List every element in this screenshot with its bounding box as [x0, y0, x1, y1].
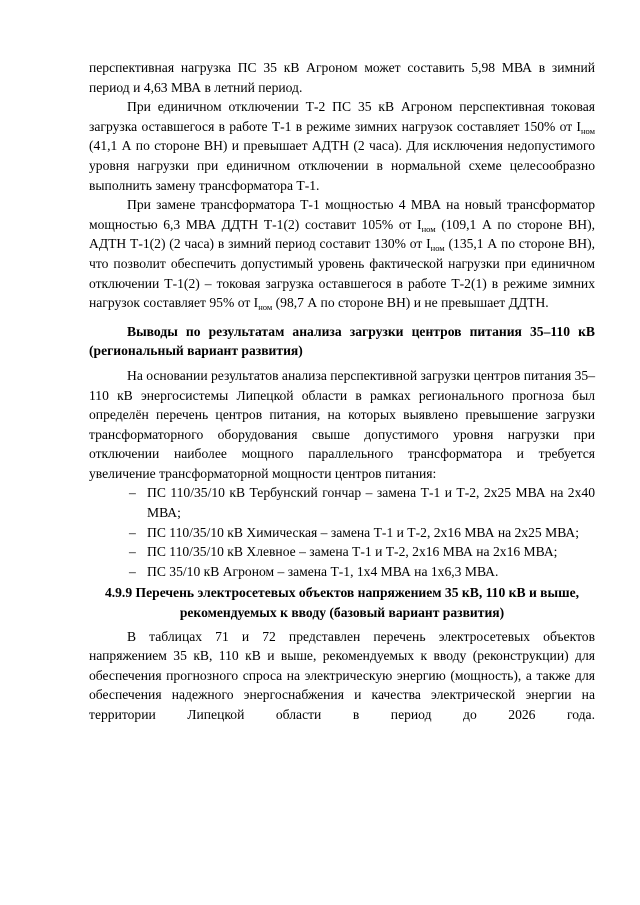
substation-list — [89, 483, 595, 581]
paragraph-t1-replacement — [89, 195, 595, 313]
subscript-nom: ном — [580, 125, 595, 136]
dash-bullet: – — [129, 544, 136, 560]
text-run: (41,1 А по стороне ВН) и превышает АДТН (2 часа). Для исключения недопустимого уровня нагрузки при единичном отключении в нормальной схеме целесообразно выполнить замену трансформатора Т-1. — [89, 138, 595, 193]
document-page — [89, 58, 595, 725]
subscript-nom: ном — [421, 223, 436, 234]
text-run: (109,1 А по стороне ВН), АДТН Т-1(2) (2 часа) в зимний период составит 130% от I — [89, 216, 595, 252]
list-item — [89, 483, 595, 522]
text-run: При единичном отключении Т-2 ПС 35 кВ Агроном перспективная токовая загрузка оставшегося в работе Т-1 в режиме зимних нагрузок составляет 150% от I — [89, 99, 595, 134]
list-item-text: ПС 110/35/10 кВ Хлевное – замена Т-1 и Т-2, 2х16 МВА на 2х16 МВА; — [147, 544, 558, 560]
section-heading-4-9-9: 4.9.9 Перечень электросетевых объектов напряжением 35 кВ, 110 кВ и выше, рекомендуемых к вводу (базовый вариант развития) — [104, 585, 580, 621]
paragraph-tables-71-72: В таблицах 71 и 72 представлен перечень электросетевых объектов напряжением 35 кВ, 110 кВ и выше, рекомендуемых к вводу (реконструкции) для обеспечения прогнозного спроса на электрическую энергию (мощность), а также для обеспечения надежного энергоснабжения и качества электрической энергии на территории Липецкой области в период до 2026 года. — [89, 628, 595, 722]
text-run: При замене трансформатора Т-1 мощностью 4 МВА на новый трансформатор мощностью 6,3 МВА ДДТН Т-1(2) составит 105% от I — [89, 197, 595, 232]
paragraph-analysis: На основании результатов анализа перспективной загрузки центров питания 35–110 кВ энергосистемы Липецкой области в рамках регионального прогноза был определён перечень центров питания, на которых выявлено превышение загрузки трансформаторного оборудования свыше допустимого уровня нагрузки при отключении наиболее мощного параллельного трансформатора и требуется увеличение трансформаторной мощности центров питания: — [89, 367, 595, 481]
dash-bullet: – — [129, 485, 136, 501]
list-item-text: ПС 110/35/10 кВ Химическая – замена Т-1 и Т-2, 2х16 МВА на 2х25 МВА; — [147, 524, 580, 540]
dash-bullet: – — [129, 524, 136, 540]
list-item — [89, 562, 595, 582]
subscript-nom: ном — [430, 243, 445, 254]
dash-bullet: – — [129, 563, 136, 579]
list-item — [89, 523, 595, 543]
list-item-text: ПС 110/35/10 кВ Тербунский гончар – замена Т-1 и Т-2, 2х25 МВА на 2х40 МВА; — [147, 485, 595, 521]
section-heading-conclusions: Выводы по результатам анализа загрузки центров питания 35–110 кВ (региональный вариант развития) — [89, 323, 595, 359]
paragraph-continuation: перспективная нагрузка ПС 35 кВ Агроном может составить 5,98 МВА в зимний период и 4,63 МВА в летний период. — [89, 60, 595, 95]
list-item-text: ПС 35/10 кВ Агроном – замена Т-1, 1х4 МВА на 1х6,3 МВА. — [147, 563, 499, 579]
text-run: (98,7 А по стороне ВН) и не превышает ДДТН. — [272, 295, 549, 311]
paragraph-t2-outage — [89, 97, 595, 195]
list-item — [89, 542, 595, 562]
subscript-nom: ном — [258, 302, 273, 313]
text-run: (135,1 А по стороне ВН), что позволит обеспечить допустимый уровень фактической нагрузки при единичном отключении Т-1(2) – токовая загрузка оставшегося в работе Т-2(1) в режиме зимних нагрузок составляет 95% от I — [89, 236, 596, 311]
